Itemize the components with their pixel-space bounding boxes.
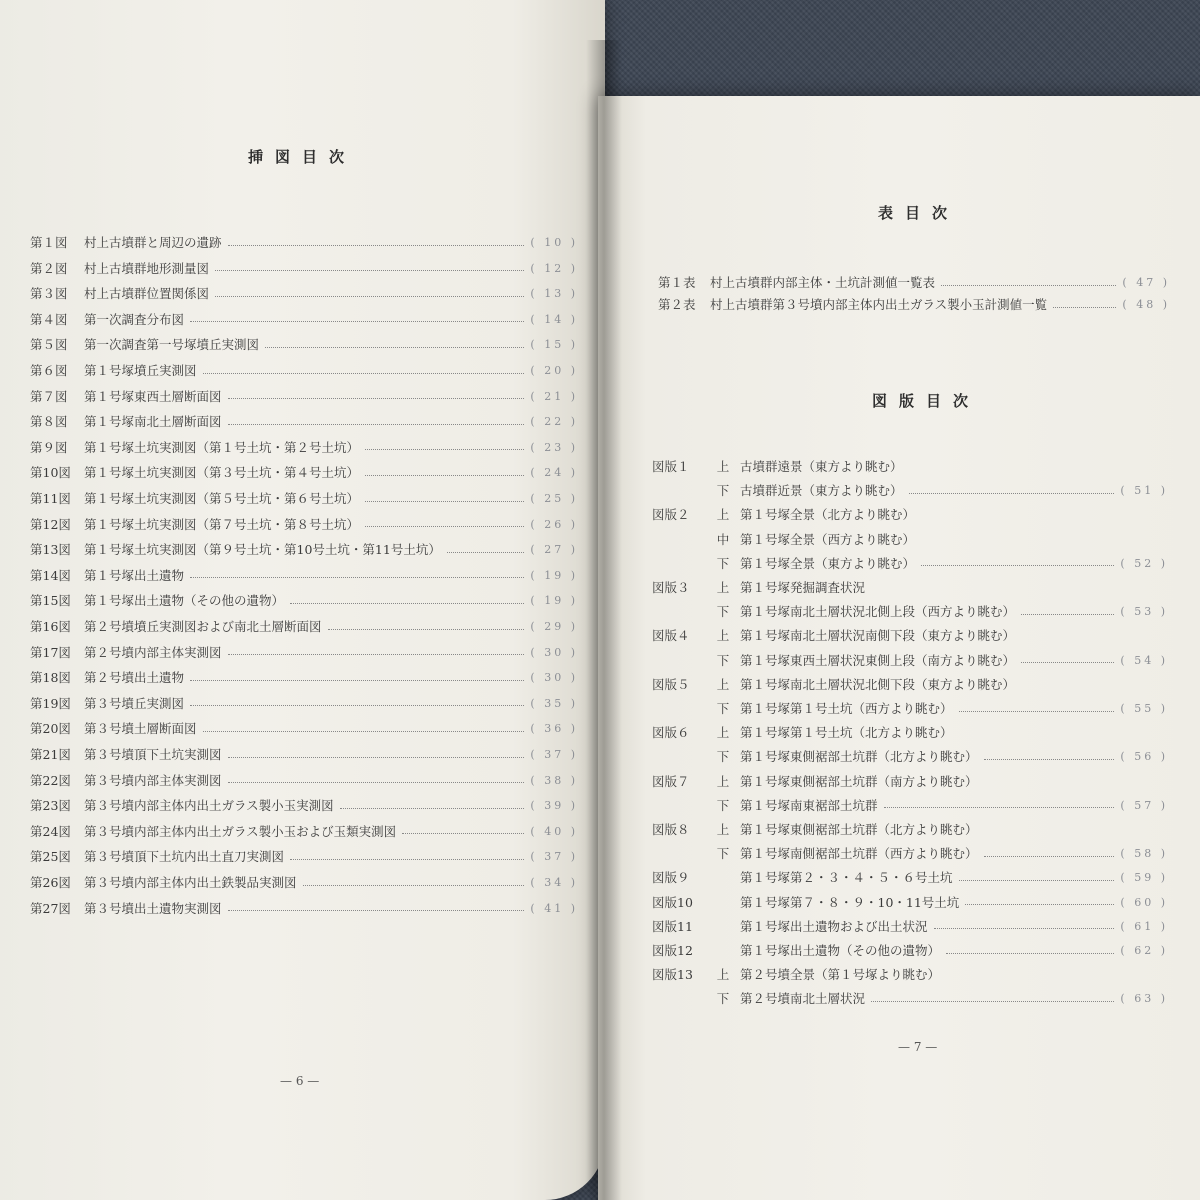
figure-entry [30,825,578,839]
figure-label: 第21図 [30,747,71,762]
figure-entry [30,748,578,762]
figure-entry [30,441,578,455]
plate-label: 図版６ [652,725,690,741]
leader-dots [365,501,524,502]
figure-title: 第２号墳出土遺物 [84,670,185,686]
leader-dots [447,552,525,553]
plate-entry [652,871,1168,885]
plate-title: 第１号塚南北土層状況北側上段（西方より眺む） [740,604,1016,620]
figure-entry [30,492,578,506]
figure-title: 第１号塚土坑実測図（第５号土坑・第６号土坑） [84,491,360,506]
plate-title: 第１号塚南側裾部土坑群（西方より眺む） [740,846,978,862]
figure-entry [30,594,578,608]
plate-title: 第１号塚東側裾部土坑群（南方より眺む） [740,773,978,789]
figure-entry [30,697,578,711]
plate-title: 第１号塚南北土層状況北側下段（東方より眺む） [740,676,1016,692]
leader-dots [340,808,525,809]
table-title: 村上古墳群第３号墳内部主体内出土ガラス製小玉計測値一覧 [710,297,1048,312]
book-gutter [586,40,622,1200]
figure-entry [30,338,578,352]
figure-page: ( 19 ) [530,568,578,582]
plate-entry [652,605,1168,619]
plate-entry [652,823,1168,837]
plate-title: 第１号塚第１号土坑（西方より眺む） [740,701,953,716]
plate-page: ( 55 ) [1120,702,1168,715]
plate-entry [652,968,1168,982]
figure-entry [30,671,578,685]
plate-position: 上 [716,967,730,983]
figure-label: 第24図 [30,823,71,839]
figure-label: 第18図 [30,670,71,686]
leader-dots [402,833,524,834]
figure-title: 第１号塚土坑実測図（第１号土坑・第２号土坑） [84,439,360,455]
plate-position: 上 [716,507,730,523]
figure-label: 第25図 [30,849,71,865]
figure-label: 第９図 [30,439,68,455]
leader-dots [215,270,524,271]
figure-label: 第８図 [30,414,68,430]
figure-label: 第27図 [30,900,71,916]
plate-list-heading: 図版目次 [872,392,981,410]
plate-position: 下 [716,604,730,620]
plate-entry [652,702,1168,716]
figure-label: 第17図 [30,644,71,660]
leader-dots [984,856,1115,857]
plate-entry [652,508,1168,522]
figure-title: 第３号墳土層断面図 [84,721,197,737]
plate-page: ( 59 ) [1120,871,1168,885]
leader-dots [303,885,525,886]
figure-entry [30,774,578,788]
figure-title: 第１号塚出土遺物 [84,567,185,583]
plate-label: 図版13 [652,967,693,983]
leader-dots [228,654,525,655]
plate-page: ( 53 ) [1120,605,1168,619]
leader-dots [228,782,525,783]
figure-label: 第７図 [30,388,68,404]
leader-dots [1021,662,1114,663]
leader-dots [946,953,1114,954]
plate-position: 下 [716,701,730,716]
figure-title: 第３号墳出土遺物実測図 [84,900,222,916]
leader-dots [215,296,524,297]
figure-label: 第２図 [30,260,68,276]
figure-label: 第10図 [30,465,71,481]
plate-title: 古墳群遠景（東方より眺む） [740,459,903,474]
plate-title: 第１号塚出土遺物（その他の遺物） [740,943,941,958]
leader-dots [190,680,524,681]
figure-title: 村上古墳群位置関係図 [84,286,210,302]
figure-label: 第20図 [30,721,71,737]
figure-label: 第26図 [30,875,71,890]
plate-page: ( 60 ) [1120,895,1168,909]
plate-label: 図版１ [652,459,690,474]
figure-page: ( 20 ) [530,364,578,377]
plate-entry [652,654,1168,668]
plate-label: 図版４ [652,628,690,644]
plate-title: 第１号塚南東裾部土坑群 [740,797,878,813]
figure-label: 第13図 [30,542,71,558]
leader-dots [921,565,1114,566]
plate-title: 第１号塚東側裾部土坑群（北方より眺む） [740,749,978,765]
plate-title: 第１号塚出土遺物および出土状況 [740,918,928,934]
leader-dots [365,475,524,476]
figure-title: 第１号塚土坑実測図（第９号土坑・第10号土坑・第11号土坑） [84,542,441,558]
plate-entry [652,726,1168,740]
plate-entry [652,581,1168,595]
plate-entry [652,557,1168,571]
plate-position: 下 [716,652,730,668]
table-list-heading: 表目次 [878,204,960,222]
leader-dots [941,285,1116,286]
leader-dots [959,880,1115,881]
figure-title: 第１号塚土坑実測図（第７号土坑・第８号土坑） [84,516,360,532]
figure-title: 第２号墳墳丘実測図および南北土層断面図 [84,619,322,634]
figure-list-heading: 挿図目次 [248,148,357,166]
figure-page: ( 23 ) [530,440,578,454]
plate-entry [652,992,1168,1006]
figure-page: ( 37 ) [530,748,578,761]
table-page: ( 47 ) [1122,276,1170,289]
plate-page: ( 61 ) [1120,919,1168,933]
figure-label: 第15図 [30,593,71,609]
leader-dots [934,928,1115,929]
plate-title: 第１号塚全景（東方より眺む） [740,555,916,571]
figure-label: 第３図 [30,286,68,302]
plate-entry [652,799,1168,813]
plate-entry [652,944,1168,958]
plate-position: 上 [716,459,730,474]
plate-title: 古墳群近景（東方より眺む） [740,483,903,499]
plate-entry [652,629,1168,643]
figure-page: ( 26 ) [530,517,578,531]
leader-dots [884,807,1115,808]
figure-page: ( 21 ) [530,389,578,403]
figure-label: 第６図 [30,363,68,378]
figure-label: 第23図 [30,798,71,814]
figure-entry [30,287,578,301]
plate-entry [652,920,1168,934]
leader-dots [965,904,1114,905]
leader-dots [328,629,525,630]
leader-dots [290,603,524,604]
leader-dots [984,759,1115,760]
figure-label: 第19図 [30,695,71,711]
plate-label: 図版３ [652,580,690,595]
plate-entry [652,775,1168,789]
plate-label: 図版７ [652,773,690,789]
figure-entry [30,415,578,429]
figure-title: 第１号塚南北土層断面図 [84,414,222,430]
figure-entry [30,722,578,736]
figure-entry [30,390,578,404]
figure-page: ( 22 ) [530,415,578,429]
figure-entry [30,569,578,583]
figure-entry [30,902,578,916]
figure-entry [30,313,578,327]
plate-title: 第１号塚発掘調査状況 [740,580,866,595]
plate-title: 第１号塚第２・３・４・５・６号土坑 [740,870,953,886]
leader-dots [228,398,525,399]
plate-position: 上 [716,628,730,644]
figure-entry [30,620,578,634]
figure-page: ( 30 ) [530,645,578,659]
plate-position: 上 [716,773,730,789]
leader-dots [365,526,524,527]
figure-entry [30,262,578,276]
figure-title: 第一次調査第一号塚墳丘実測図 [84,337,260,353]
plate-title: 第２号墳全景（第１号塚より眺む） [740,967,941,983]
leader-dots [203,373,525,374]
figure-title: 第３号墳内部主体内出土ガラス製小玉および玉類実測図 [84,823,397,839]
figure-title: 第１号塚東西土層断面図 [84,388,222,404]
plate-position: 上 [716,676,730,692]
plate-title: 第１号塚第７・８・９・10・11号土坑 [740,894,960,910]
plate-label: 図版８ [652,822,690,837]
figure-title: 第３号墳内部主体実測図 [84,772,222,788]
figure-title: 村上古墳群と周辺の遺跡 [84,235,222,250]
plate-page: ( 57 ) [1120,798,1168,812]
leader-dots [1053,307,1116,308]
figure-label: 第22図 [30,772,71,788]
figure-page: ( 13 ) [530,287,578,301]
table-entry [658,276,1170,290]
figure-page: ( 19 ) [530,594,578,608]
figure-page: ( 41 ) [530,901,578,915]
plate-position: 上 [716,580,730,595]
figure-page: ( 36 ) [530,722,578,736]
figure-title: 第１号塚出土遺物（その他の遺物） [84,593,285,609]
leader-dots [190,577,524,578]
figure-page: ( 24 ) [530,466,578,480]
figure-page: ( 10 ) [530,236,578,249]
plate-label: 図版11 [652,918,693,934]
figure-title: 第２号墳内部主体実測図 [84,644,222,660]
leader-dots [1021,614,1114,615]
plate-page: ( 54 ) [1120,653,1168,667]
leader-dots [909,493,1115,494]
plate-position: 下 [716,749,730,765]
plate-label: 図版５ [652,676,690,692]
plate-position: 上 [716,725,730,741]
figure-label: 第16図 [30,619,71,634]
plate-label: 図版９ [652,870,690,886]
plate-title: 第１号塚東側裾部土坑群（北方より眺む） [740,822,978,837]
plate-title: 第１号塚全景（西方より眺む） [740,531,916,547]
plate-page: ( 62 ) [1120,944,1168,957]
figure-label: 第１図 [30,235,68,250]
plate-title: 第２号墳南北土層状況 [740,991,866,1007]
leader-dots [228,757,525,758]
figure-entry [30,466,578,480]
plate-page: ( 56 ) [1120,750,1168,764]
figure-page: ( 15 ) [530,338,578,352]
figure-title: 第１号塚土坑実測図（第３号土坑・第４号土坑） [84,465,360,481]
plate-position: 下 [716,846,730,862]
figure-label: 第４図 [30,311,68,327]
figure-page: ( 39 ) [530,799,578,813]
leader-dots [265,347,524,348]
figure-entry [30,876,578,890]
figure-title: 第３号墳頂下土坑実測図 [84,747,222,762]
plate-page: ( 58 ) [1120,847,1168,861]
plate-title: 第１号塚全景（北方より眺む） [740,507,916,523]
figure-title: 第３号墳内部主体内出土鉄製品実測図 [84,875,297,890]
figure-entry [30,518,578,532]
plate-title: 第１号塚南北土層状況南側下段（東方より眺む） [740,628,1016,644]
table-title: 村上古墳群内部主体・土坑計測値一覧表 [710,275,936,290]
figure-entry [30,543,578,557]
leader-dots [290,859,524,860]
figure-title: 第１号塚墳丘実測図 [84,363,197,378]
figure-page: ( 38 ) [530,773,578,787]
table-label: 第２表 [658,297,696,312]
table-page: ( 48 ) [1122,298,1170,311]
figure-entry [30,646,578,660]
plate-label: 図版２ [652,507,690,523]
figure-page: ( 25 ) [530,492,578,505]
figure-label: 第14図 [30,567,71,583]
leader-dots [203,731,525,732]
figure-label: 第５図 [30,337,68,353]
plate-entry [652,896,1168,910]
figure-page: ( 27 ) [530,543,578,557]
figure-page: ( 35 ) [530,696,578,710]
page-number-left: — 6 — [280,1074,320,1088]
plate-position: 中 [716,531,730,547]
plate-page: ( 63 ) [1120,992,1168,1006]
plate-entry [652,750,1168,764]
figure-title: 村上古墳群地形測量図 [84,260,210,276]
plate-entry [652,460,1168,474]
leader-dots [228,245,525,246]
plate-title: 第１号塚東西土層状況東側上段（南方より眺む） [740,652,1016,668]
figure-title: 第３号墳丘実測図 [84,695,185,711]
figure-page: ( 30 ) [530,671,578,685]
figure-page: ( 34 ) [530,876,578,889]
figure-page: ( 37 ) [530,850,578,864]
leader-dots [228,910,525,911]
figure-entry [30,799,578,813]
table-entry [658,298,1170,312]
figure-page: ( 14 ) [530,312,578,326]
plate-position: 上 [716,822,730,837]
plate-position: 下 [716,555,730,571]
plate-entry [652,847,1168,861]
plate-page: ( 51 ) [1120,484,1168,498]
leader-dots [228,424,525,425]
plate-label: 図版12 [652,943,693,958]
figure-label: 第12図 [30,516,71,532]
figure-page: ( 40 ) [530,824,578,838]
plate-entry [652,533,1168,547]
leader-dots [871,1001,1114,1002]
plate-label: 図版10 [652,894,693,910]
figure-entry [30,364,578,378]
figure-title: 第３号墳内部主体内出土ガラス製小玉実測図 [84,798,334,814]
page-number-right: — 7 — [898,1040,938,1054]
figure-page: ( 29 ) [530,620,578,633]
figure-page: ( 12 ) [530,261,578,275]
right-page [598,96,1200,1200]
plate-entry [652,678,1168,692]
plate-position: 下 [716,483,730,499]
leader-dots [190,321,524,322]
plate-title: 第１号塚第１号土坑（北方より眺む） [740,725,953,741]
plate-position: 下 [716,991,730,1007]
figure-title: 第一次調査分布図 [84,311,185,327]
leader-dots [365,449,524,450]
figure-title: 第３号墳頂下土坑内出土直刀実測図 [84,849,285,865]
plate-position: 下 [716,797,730,813]
leader-dots [959,711,1115,712]
leader-dots [190,705,524,706]
figure-entry [30,236,578,250]
plate-entry [652,484,1168,498]
figure-entry [30,850,578,864]
table-label: 第１表 [658,275,696,290]
figure-label: 第11図 [30,491,71,506]
plate-page: ( 52 ) [1120,556,1168,570]
